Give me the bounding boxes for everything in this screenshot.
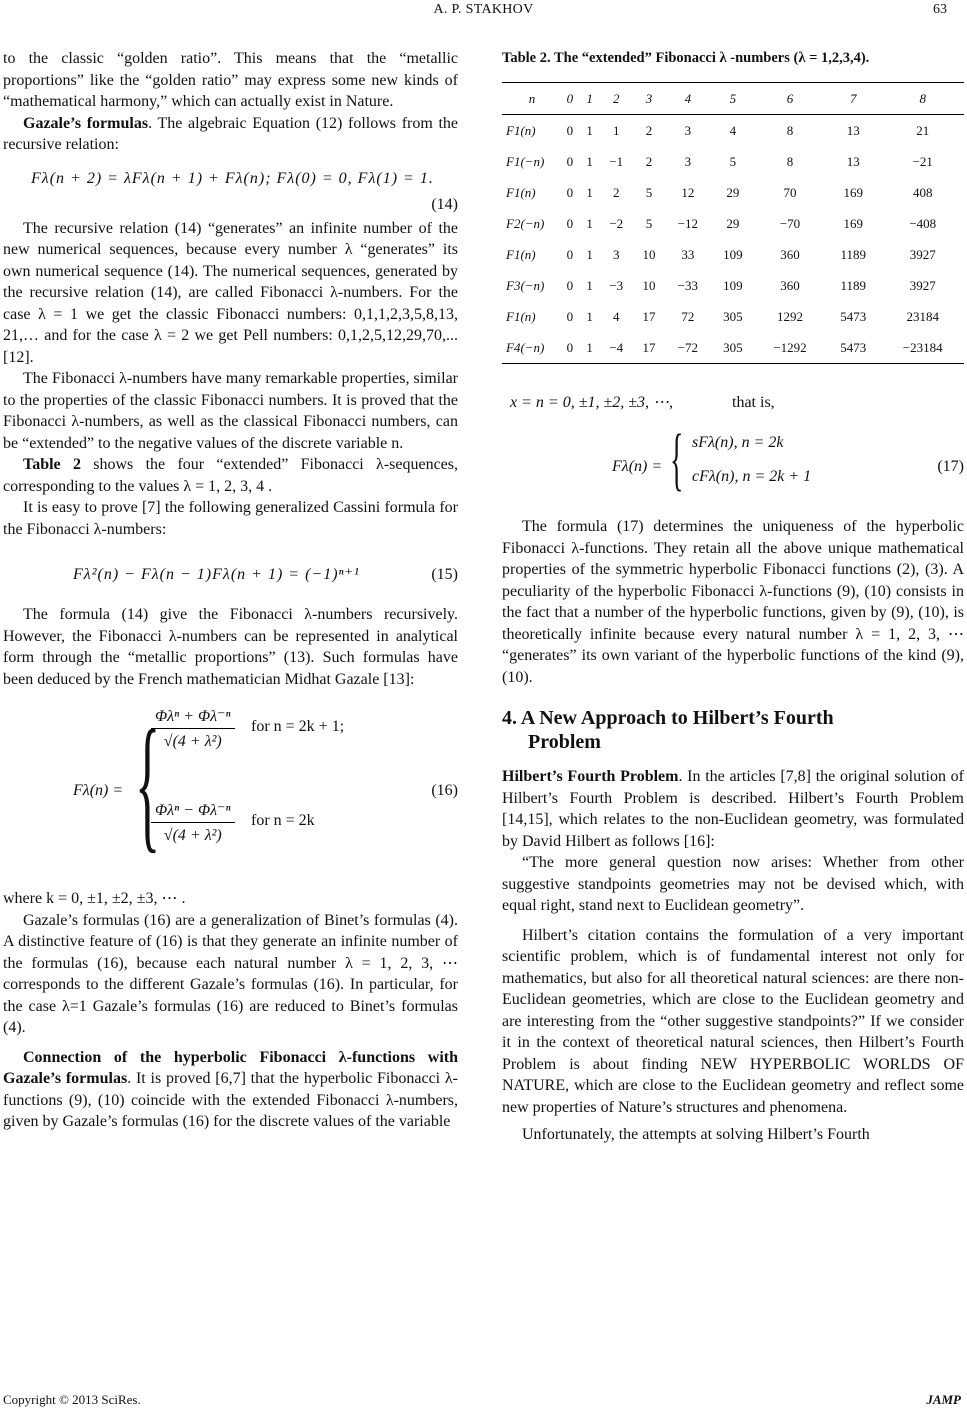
table-cell: 23184 (906, 308, 939, 324)
table-cell: 169 (843, 215, 864, 231)
table-cell: 8 (786, 153, 794, 169)
table-cell: 305 (711, 332, 755, 364)
left-brace: { (135, 700, 161, 866)
page-number: 63 (933, 2, 947, 17)
table-row (502, 177, 964, 208)
table-cell: 5 (729, 153, 737, 169)
table-cell: −23184 (882, 332, 965, 364)
table-cell: 70 (783, 184, 797, 200)
table-header-cell: 2 (599, 83, 633, 115)
table-2 (502, 82, 964, 364)
table-cell: −3 (609, 277, 624, 293)
table-header-cell: 6 (755, 83, 825, 115)
table-header-row (502, 83, 964, 115)
table-cell: 1 (586, 153, 593, 169)
table-cell: 360 (780, 277, 800, 293)
table-row (502, 146, 964, 177)
table-cell: 5 (645, 184, 653, 200)
table-cell: 1 (586, 277, 593, 293)
equation-number: (16) (431, 782, 458, 799)
paragraph (3, 454, 458, 497)
table-cell: 109 (723, 277, 743, 293)
table-cell: 1 (586, 215, 593, 231)
copyright: Copyright © 2013 SciRes. (3, 1392, 141, 1407)
equation-16 (3, 698, 458, 888)
table-cell: 13 (846, 153, 860, 169)
table-cell: 1 (586, 122, 593, 138)
paragraph (3, 113, 458, 156)
table-cell: 3927 (909, 246, 936, 262)
right-column (502, 48, 964, 1146)
table-cell: 5 (645, 215, 653, 231)
equation-number: (17) (937, 458, 964, 475)
fraction-even (151, 800, 235, 846)
table-cell: 29 (726, 184, 740, 200)
table-cell: −33 (677, 277, 699, 293)
table-cell: 0 (566, 122, 574, 138)
table-cell: 10 (642, 246, 656, 262)
paragraph (502, 766, 964, 852)
table-row (502, 239, 964, 270)
paragraph: Unfortunately, the attempts at solving Hilbert’s Fourth (522, 1126, 870, 1143)
table-cell: 0 (566, 308, 574, 324)
table-cell: 169 (843, 184, 864, 200)
table-cell: 408 (913, 184, 933, 200)
table-cell: 33 (681, 246, 695, 262)
table-cell: 1 (586, 246, 593, 262)
equation-text: x = n = 0, ±1, ±2, ±3, ⋯, (510, 394, 674, 411)
table-row (502, 115, 964, 147)
table-cell: 3 (612, 246, 620, 262)
table-header-cell: 1 (580, 83, 600, 115)
section-heading (502, 706, 964, 754)
table-cell: −21 (912, 153, 933, 169)
page-header (0, 0, 967, 40)
table-header-cell: n (502, 83, 560, 115)
paragraph: It is easy to prove [7] the following generalized Cassini formula for the Fibonacci λ-numbers: (3, 499, 458, 538)
table-header-cell: 8 (882, 83, 965, 115)
left-column (3, 48, 458, 1133)
section-title-line-2: Problem (528, 731, 601, 753)
table-cell: 8 (786, 122, 794, 138)
row-label: F1(n) (506, 122, 536, 138)
table-cell: 2 (612, 184, 620, 200)
table-cell: −4 (599, 332, 633, 364)
table-cell: 2 (645, 153, 653, 169)
table-cell: 3 (684, 122, 692, 138)
paragraph: The formula (14) give the Fibonacci λ-numbers recursively. However, the Fibonacci λ-numbers can be represented in analytical form through the “metallic proportions” (13). Such formulas have been deduced by the French mathematician Midhat Gazale [13]: (3, 606, 458, 688)
equation-number: (14) (431, 195, 458, 213)
paragraph: The Fibonacci λ-numbers have many remarkable properties, similar to the properties of the classic Fibonacci numbers. It is proved that the Fibonacci λ-numbers, as well as the classical Fibonacci numbers, can be “extended” to the negative values of the discrete variable n. (3, 370, 458, 452)
table-row (502, 332, 964, 364)
equation-lhs: Fλ(n) = (73, 782, 124, 799)
table-cell: 3 (684, 153, 692, 169)
equation-text: Fλ²(n) − Fλ(n − 1)Fλ(n + 1) = (−1)ⁿ⁺¹ (73, 566, 360, 583)
table-cell: 72 (681, 308, 695, 324)
table-cell: 305 (723, 308, 743, 324)
row-label: F3(−n) (506, 277, 545, 293)
paragraph (3, 1047, 458, 1133)
table-cell: 1 (586, 308, 593, 324)
table-cell: 1189 (840, 246, 867, 262)
table-header-cell: 4 (665, 83, 711, 115)
table-cell: 10 (642, 277, 656, 293)
paragraph-text: shows the four “extended” Fibonacci λ-sequences, corresponding to the values λ = 1, 2, 3, 4 . (3, 456, 459, 495)
table-cell: −1 (609, 153, 624, 169)
row-label: F4(−n) (502, 332, 560, 364)
equation-lhs: Fλ(n) = (612, 458, 663, 475)
table-row (502, 301, 964, 332)
row-label: F1(n) (506, 308, 536, 324)
condition-odd: for n = 2k + 1; (251, 718, 345, 735)
paragraph-text: . The algebraic Equation (12) follows from the recursive relation: (3, 114, 459, 153)
table-cell: 1 (612, 122, 620, 138)
paragraph: where k = 0, ±1, ±2, ±3, ⋯ . (3, 890, 186, 907)
table-cell: 29 (726, 215, 740, 231)
row-label: F1(n) (506, 246, 536, 262)
table-cell: −12 (677, 215, 699, 231)
fraction-odd (151, 706, 235, 752)
table-cell: 5473 (825, 332, 881, 364)
table-row (502, 270, 964, 301)
paragraph: Hilbert’s citation contains the formulation of a very important scientific problem, which is of fundamental interest not only for mathematics, but also for all theoretical natural sciences: are there non-Euclidean geometries, which are close to the Euclidean geometry and are interesting from the “other suggestive standpoints?” If we consider it in the context of theoretical natural sciences, then Hilbert’s Fourth Problem is about finding NEW HYPERBOLIC WORLDS OF NATURE, which are close to the Euclidean geometry and reflect some new properties of Nature’s structures and phenomena. (502, 926, 964, 1116)
table-cell: −1292 (755, 332, 825, 364)
table-cell: 360 (780, 246, 800, 262)
equation-text: Fλ(n + 2) = λFλ(n + 1) + Fλ(n); Fλ(0) = 0, Fλ(1) = 1. (31, 169, 434, 187)
equation-tail: that is, (732, 394, 775, 411)
equation-15 (3, 546, 458, 604)
table-cell: 1189 (840, 277, 867, 293)
equation-number: (15) (431, 566, 458, 583)
numerator: Φλⁿ − Φλ⁻ⁿ (151, 800, 235, 823)
run-in-heading: Gazale’s formulas (23, 114, 149, 132)
paragraph: The formula (17) determines the uniqueness of the hyperbolic Fibonacci λ-functions. They retain all the above unique mathematical properties of the symmetric hyperbolic Fibonacci functions (2), (3). A peculiarity of the hyperbolic Fibonacci λ-functions (9), (10) consists in the fact that a number of the hyperbolic functions, given by (9), (10), is theoretically infinite because every natural number λ = 1, 2, 3, ⋯ “generates” its own variant of the hyperbolic functions of the kind (9), (10). (502, 518, 964, 686)
run-in-heading: Table 2 (23, 456, 81, 473)
table-cell: 1292 (777, 308, 803, 324)
table-header-cell: 3 (633, 83, 665, 115)
table-cell: 2 (645, 122, 653, 138)
table-cell: 21 (916, 122, 930, 138)
paragraph-text: . In the articles [7,8] the original solution of Hilbert’s Fourth Problem is described. Hilbert’s Fourth Problem [14,15], which relates to the non-Euclidean geometry, was formulated by David Hilbert as follows [16]: (502, 768, 964, 850)
equation-17 (502, 421, 964, 508)
row-label: F1(n) (506, 184, 536, 200)
row-label: F1(−n) (506, 153, 545, 169)
table-cell: −408 (909, 215, 937, 231)
paragraph: The recursive relation (14) “generates” an infinite number of the new numerical sequences, because every number λ “generates” its own numerical sequence (14). The numerical sequences, generated by the recursive relation (14), are called Fibonacci λ-numbers. For the case λ = 1 we get the classic Fibonacci numbers: 0,1,1,2,3,5,8,13, 21,… and for the case λ = 2 we get Pell numbers: 0,1,2,5,12,29,70,... [12]. (3, 219, 458, 366)
table-cell: 5473 (840, 308, 867, 324)
table-cell: −70 (779, 215, 801, 231)
table-header-cell: 5 (711, 83, 755, 115)
table-cell: −2 (609, 215, 624, 231)
denominator: √(4 + λ²) (163, 732, 222, 750)
journal-name: JAMP (926, 1392, 961, 1407)
section-title-line-1: 4. A New Approach to Hilbert’s Fourth (502, 707, 834, 729)
table-cell: 0 (566, 184, 574, 200)
numerator: Φλⁿ + Φλ⁻ⁿ (151, 706, 235, 729)
table-cell: 1 (580, 332, 600, 364)
table-cell: 4 (729, 122, 737, 138)
table-cell: 0 (566, 277, 574, 293)
condition-even: for n = 2k (251, 812, 315, 829)
table-cell: 1 (586, 184, 593, 200)
paragraph: “The more general question now arises: Whether from other suggestive standpoints geometries may not be devised which, with equal right, stand next to Euclidean geometry”. (502, 854, 964, 914)
denominator: √(4 + λ²) (163, 826, 222, 844)
paragraph-text: . It is proved [6,7] that the hyperbolic Fibonacci λ-functions (9), (10) coincide with the extended Fibonacci λ-numbers, given by Gazale’s formulas (16) for the discrete values of the variable (3, 1070, 459, 1130)
table-header-cell: 0 (560, 83, 580, 115)
table-cell: 0 (566, 215, 574, 231)
left-brace: { (670, 421, 684, 498)
case-odd: cFλ(n), n = 2k + 1 (692, 468, 812, 485)
table-row (502, 208, 964, 239)
running-head-author: A. P. STAKHOV (433, 2, 534, 17)
table-caption: Table 2. The “extended” Fibonacci λ -numbers (λ = 1,2,3,4). (502, 50, 870, 66)
table-cell: 13 (846, 122, 860, 138)
table-cell: 17 (633, 332, 665, 364)
table-cell: 3927 (909, 277, 936, 293)
run-in-heading: Hilbert’s Fourth Problem (502, 768, 679, 785)
run-in-heading: Connection of the hyperbolic Fibonacci λ-functions with Gazale’s formulas (3, 1048, 458, 1087)
table-cell: 12 (681, 184, 695, 200)
table-header-cell: 7 (825, 83, 881, 115)
table-cell: 0 (566, 153, 574, 169)
table-cell: 0 (566, 246, 574, 262)
equation-14 (3, 162, 458, 218)
paragraph: Gazale’s formulas (16) are a generalization of Binet’s formulas (4). A distinctive feature of (16) is that they generate an infinite number of the formulas (16), because each natural number λ = 1, 2, 3, ⋯ corresponds to the different Gazale’s formulas (16). In particular, for the case λ=1 Gazale’s formulas (16) are reduced to Binet’s formulas (4). (3, 911, 458, 1036)
table-cell: 17 (642, 308, 656, 324)
row-label: F2(−n) (506, 215, 545, 231)
paragraph: to the classic “golden ratio”. This means that the “metallic proportions” like the “golden ratio” may express some new kinds of “mathematical harmony,” which can actually exist in Nature. (3, 50, 458, 110)
case-even: sFλ(n), n = 2k (692, 434, 784, 451)
table-cell: −72 (665, 332, 711, 364)
table-cell: 4 (612, 308, 620, 324)
equation-xn (502, 386, 964, 426)
table-cell: 109 (723, 246, 743, 262)
table-cell: 0 (560, 332, 580, 364)
